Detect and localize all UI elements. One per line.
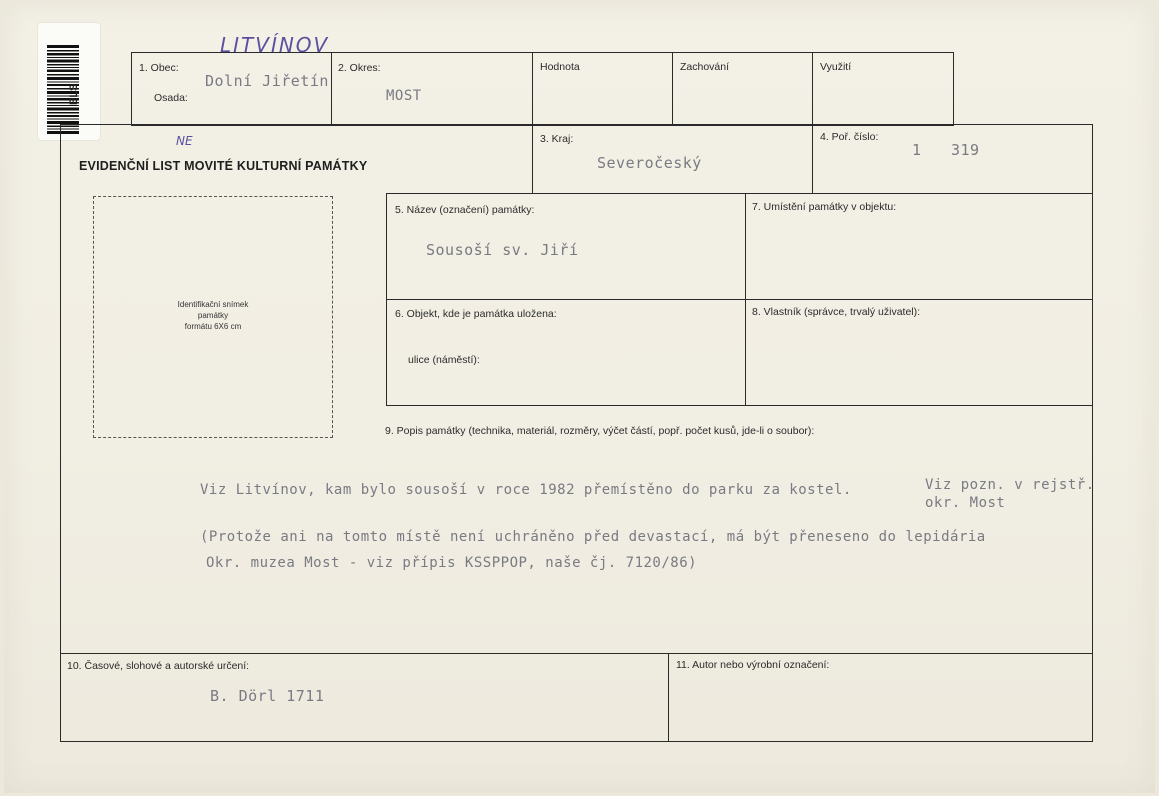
autor-label: 11. Autor nebo výrobní označení: xyxy=(676,659,830,671)
obec-label: 1. Obec: xyxy=(139,62,179,74)
sticker-label: ELS xyxy=(68,83,80,105)
popis-line-1: Viz Litvínov, kam bylo sousoší v roce 1982 přemístěno do parku za kostel. xyxy=(200,482,852,498)
umisteni-label: 7. Umístění památky v objektu: xyxy=(752,201,897,213)
kraj-label: 3. Kraj: xyxy=(540,133,574,145)
handwritten-town: LITVÍNOV xyxy=(220,33,330,57)
nazev-label: 5. Název (označení) památky: xyxy=(395,204,535,216)
vyuziti-label: Využití xyxy=(820,61,852,73)
barcode-sticker xyxy=(38,23,100,140)
hodnota-label: Hodnota xyxy=(540,61,580,73)
zachovani-label: Zachování xyxy=(680,61,730,73)
okres-value: MOST xyxy=(386,88,422,104)
popis-line-1b: Viz pozn. v rejstř. xyxy=(925,477,1095,493)
popis-label: 9. Popis památky (technika, materiál, rozměry, výčet částí, popř. počet kusů, jde-li o soubor): xyxy=(385,425,815,437)
osada-label: Osada: xyxy=(154,92,188,104)
popis-line-1c: okr. Most xyxy=(925,495,1006,511)
por-cislo-prefix: 1 xyxy=(912,141,922,159)
photo-line-3: formátu 6X6 cm xyxy=(184,322,242,331)
photo-line-1: Identifikační snímek xyxy=(177,300,249,309)
ulice-label: ulice (náměstí): xyxy=(408,354,480,366)
form-sheet xyxy=(4,3,1155,793)
objekt-label: 6. Objekt, kde je památka uložena: xyxy=(395,308,557,320)
okres-label: 2. Okres: xyxy=(338,62,381,74)
photo-line-2: památky xyxy=(197,311,229,320)
por-cislo-label: 4. Poř. číslo: xyxy=(820,131,879,143)
handwritten-note: NE xyxy=(176,134,193,148)
photo-placeholder xyxy=(93,196,333,438)
popis-line-2: (Protože ani na tomto místě není uchráněno před devastací, má být přeneseno do lepidária xyxy=(200,529,986,545)
casove-label: 10. Časové, slohové a autorské určení: xyxy=(67,660,250,672)
vlastnik-label: 8. Vlastník (správce, trvalý uživatel): xyxy=(752,306,921,318)
form-title: EVIDENČNÍ LIST MOVITÉ KULTURNÍ PAMÁTKY xyxy=(79,159,368,173)
kraj-value: Severočeský xyxy=(597,154,702,172)
popis-line-3: Okr. muzea Most - viz přípis KSSPPOP, naše čj. 7120/86) xyxy=(206,555,698,571)
casove-value: B. Dörl 1711 xyxy=(210,687,325,705)
obec-value: Dolní Jiřetín xyxy=(205,72,329,90)
nazev-value: Sousoší sv. Jiří xyxy=(426,241,579,259)
por-cislo-value: 319 xyxy=(951,141,980,159)
